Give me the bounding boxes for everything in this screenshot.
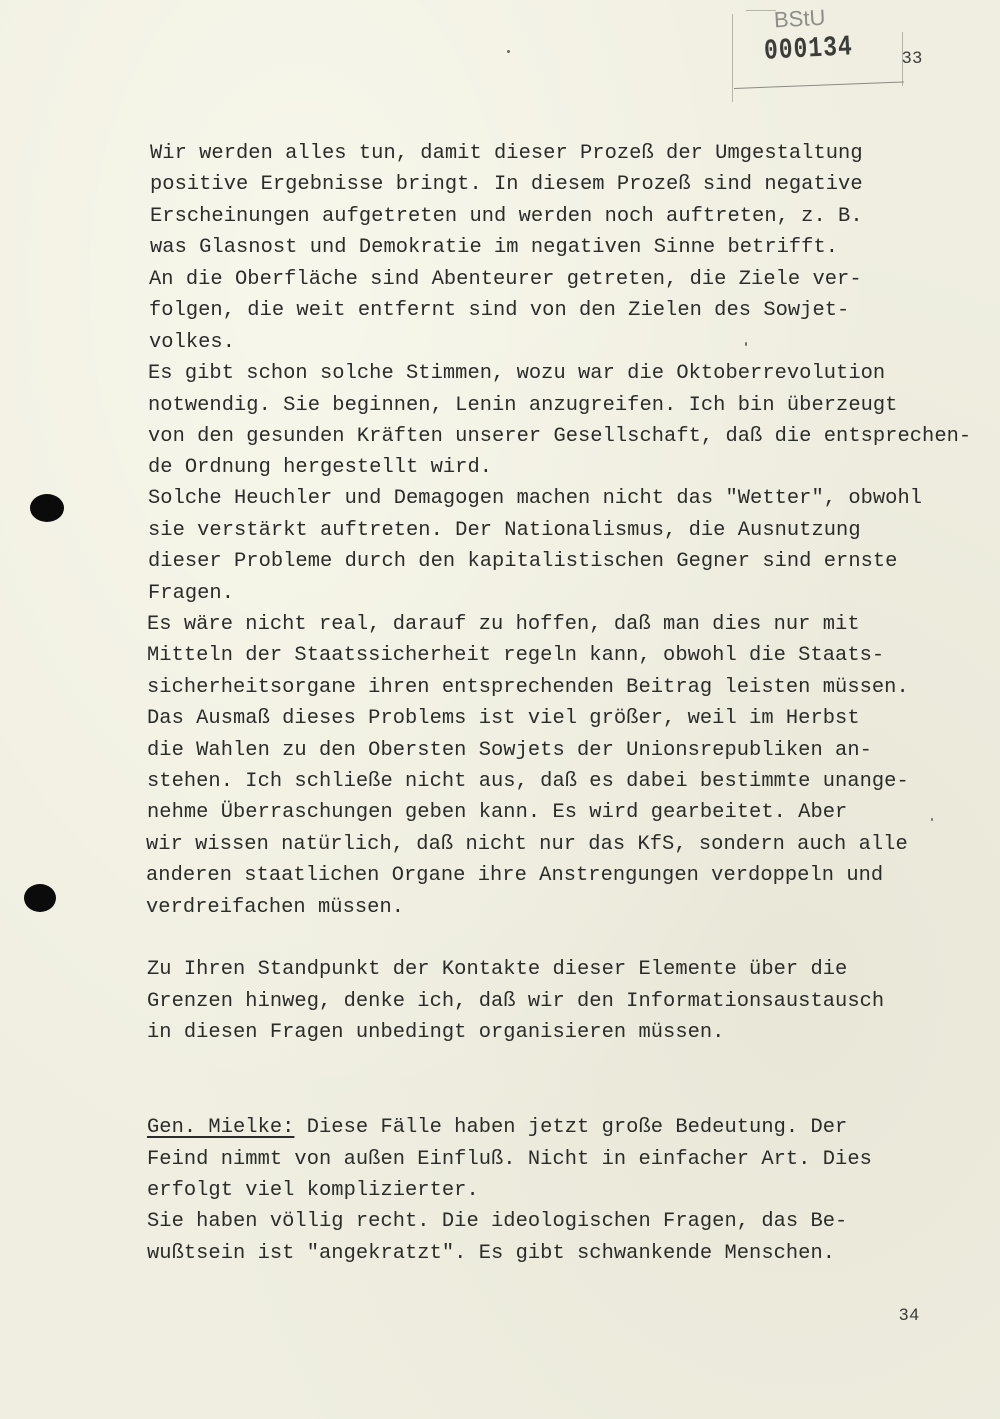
paper-speck — [745, 342, 747, 346]
text-line: Zu Ihren Standpunkt der Kontakte dieser Elemente über die — [147, 958, 848, 981]
page-number-top: 33 — [902, 48, 923, 67]
text-line: An die Oberfläche sind Abenteurer getreten, die Ziele ver- — [149, 268, 862, 291]
text-line: in diesen Fragen unbedingt organisieren müssen. — [147, 1021, 725, 1044]
paper-speck — [507, 50, 510, 53]
text-line: die Wahlen zu den Obersten Sowjets der Unionsrepubliken an- — [147, 739, 872, 762]
text-line: sicherheitsorgane ihren entsprechenden Beitrag leisten müssen. — [147, 676, 909, 699]
stamp-organization: BStU — [773, 4, 826, 33]
text-line: folgen, die weit entfernt sind von den Zielen des Sowjet- — [149, 299, 850, 322]
text-line: Feind nimmt von außen Einfluß. Nicht in einfacher Art. Dies — [147, 1148, 872, 1171]
text-line: notwendig. Sie beginnen, Lenin anzugreifen. Ich bin überzeugt — [148, 394, 898, 417]
text-line: Wir werden alles tun, damit dieser Prozeß der Umgestaltung — [150, 142, 863, 165]
stamp-border-top — [746, 10, 776, 11]
text-line: nehme Überraschungen geben kann. Es wird gearbeitet. Aber — [147, 801, 848, 824]
text-line: sie verstärkt auftreten. Der Nationalismus, die Ausnutzung — [148, 519, 861, 542]
paper-speck — [931, 818, 933, 821]
text-line: von den gesunden Kräften unserer Gesellschaft, daß die entsprechen- — [148, 425, 972, 448]
text-line: Mitteln der Staatssicherheit regeln kann, obwohl die Staats- — [147, 644, 885, 667]
text-segment: Diese Fälle haben jetzt große Bedeutung. Der — [294, 1116, 848, 1139]
punch-hole-icon — [30, 494, 64, 522]
text-line: Fragen. — [148, 582, 235, 605]
text-line: Das Ausmaß dieses Problems ist viel größer, weil im Herbst — [147, 707, 860, 730]
text-line: stehen. Ich schließe nicht aus, daß es dabei bestimmte unange- — [147, 770, 909, 793]
text-line: dieser Probleme durch den kapitalistischen Gegner sind ernste — [148, 550, 898, 573]
punch-hole-icon — [24, 884, 56, 912]
text-line: anderen staatlichen Organe ihre Anstrengungen verdoppeln und — [146, 864, 884, 887]
speaker-label: Gen. Mielke: — [147, 1116, 295, 1139]
archive-stamp — [732, 4, 900, 102]
stamp-border-left — [732, 14, 733, 102]
text-line: de Ordnung hergestellt wird. — [148, 456, 493, 479]
text-line: Grenzen hinweg, denke ich, daß wir den Informationsaustausch — [147, 990, 885, 1013]
page-number-bottom: 34 — [899, 1305, 920, 1324]
text-line: Es gibt schon solche Stimmen, wozu war die Oktoberrevolution — [148, 362, 886, 385]
text-line — [147, 1116, 847, 1140]
text-line: Es wäre nicht real, darauf zu hoffen, daß man dies nur mit — [147, 613, 860, 636]
text-line: positive Ergebnisse bringt. In diesem Prozeß sind negative — [150, 173, 863, 196]
stamp-border-bottom — [734, 81, 904, 89]
text-line: Sie haben völlig recht. Die ideologischen Fragen, das Be- — [147, 1210, 848, 1233]
text-line: verdreifachen müssen. — [146, 896, 405, 919]
text-line: Erscheinungen aufgetreten und werden noch auftreten, z. B. — [150, 205, 863, 228]
text-line: Solche Heuchler und Demagogen machen nicht das "Wetter", obwohl — [148, 487, 923, 510]
stamp-number: 000134 — [763, 30, 854, 68]
text-line: volkes. — [149, 331, 236, 354]
text-line: was Glasnost und Demokratie im negativen Sinne betrifft. — [150, 236, 839, 259]
text-line: erfolgt viel komplizierter. — [147, 1179, 479, 1202]
text-line: wir wissen natürlich, daß nicht nur das KfS, sondern auch alle — [146, 833, 908, 856]
text-line: wußtsein ist "angekratzt". Es gibt schwankende Menschen. — [147, 1242, 836, 1265]
